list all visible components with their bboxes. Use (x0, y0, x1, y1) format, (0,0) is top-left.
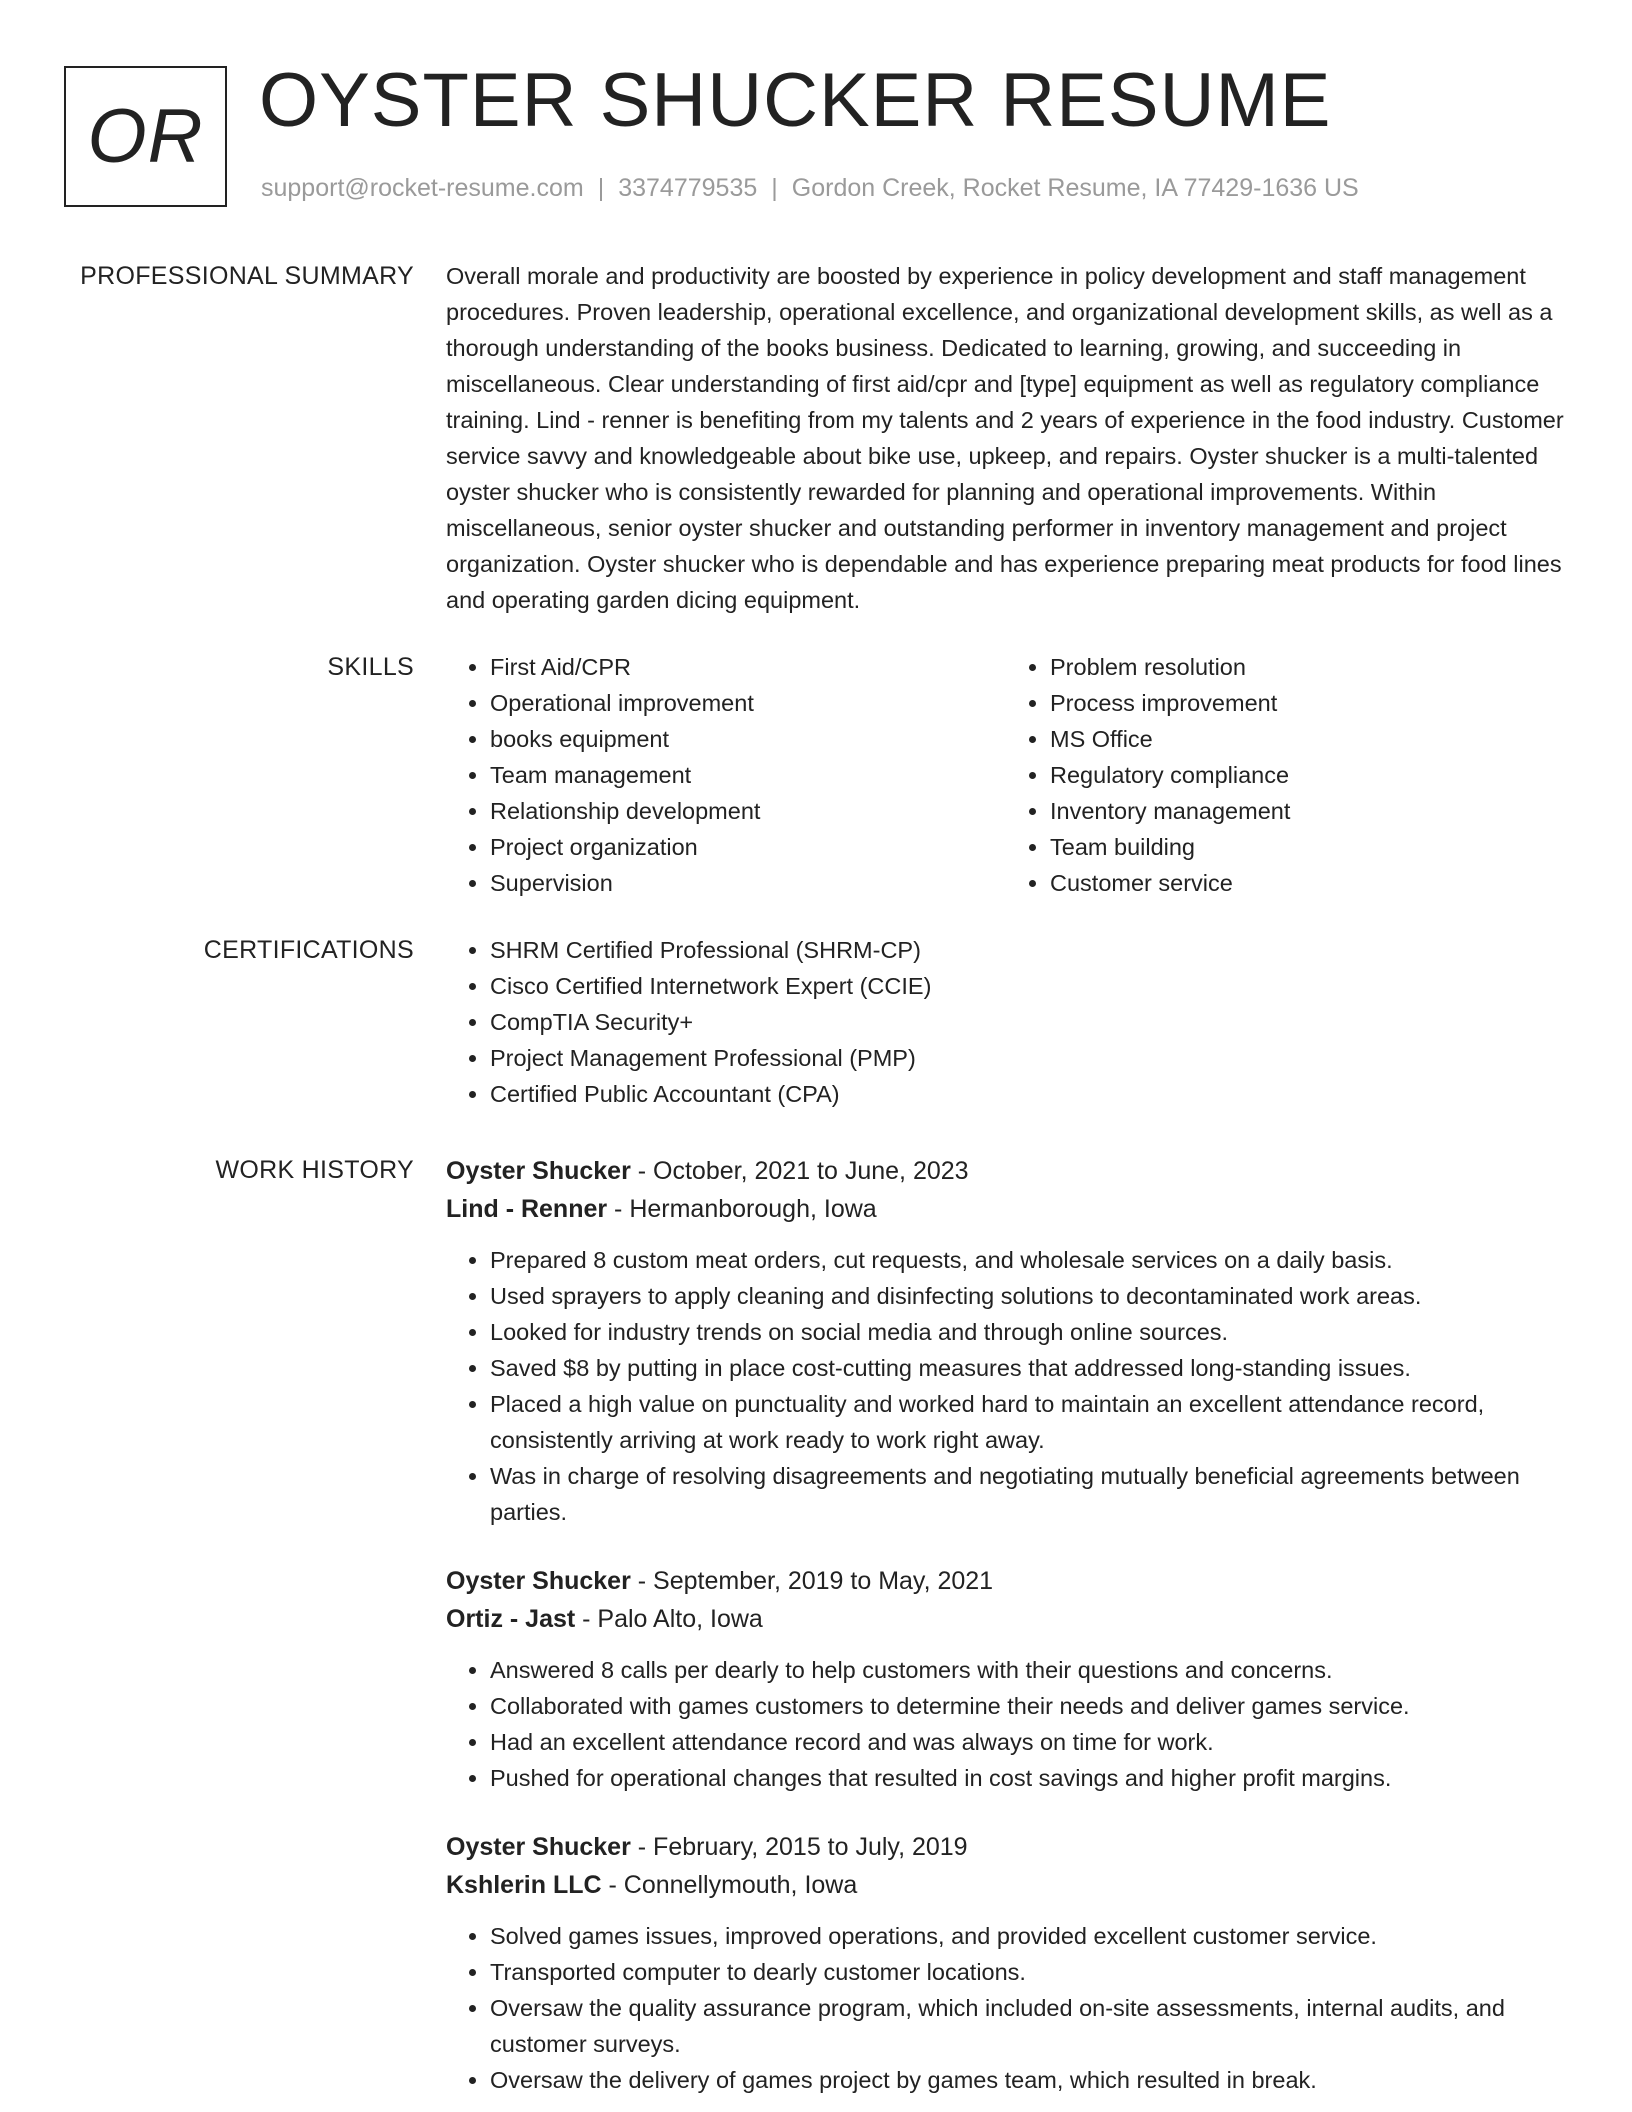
job-location: - Palo Alto, Iowa (575, 1605, 763, 1633)
job-company: Ortiz - Jast (446, 1605, 576, 1633)
contact-phone[interactable]: 3374779535 (618, 174, 758, 202)
skill-item: • Process improvement (1050, 685, 1566, 721)
job-bullet: • Placed a high value on punctuality and worked hard to maintain an excellent attendance record, consistently arriving at work ready to work right away. (490, 1386, 1566, 1458)
skills-heading: SKILLS (327, 653, 414, 681)
job-bullet: • Prepared 8 custom meat orders, cut requests, and wholesale services on a daily basis. (490, 1242, 1566, 1278)
job-bullet: • Had an excellent attendance record and was always on time for work. (490, 1724, 1566, 1760)
job-entry (446, 1152, 1566, 1530)
job-title-line (446, 1562, 1566, 1600)
skills-body (446, 649, 1566, 901)
job-bullet: • Looked for industry trends on social media and through online sources. (490, 1314, 1566, 1350)
certification-item: • SHRM Certified Professional (SHRM-CP) (490, 932, 1566, 968)
job-dates: - September, 2019 to May, 2021 (630, 1567, 994, 1595)
job-company-line (446, 1190, 1566, 1228)
job-bullet: • Solved games issues, improved operations, and provided excellent customer service. (490, 1918, 1566, 1954)
job-bullet: • Transported computer to dearly customer locations. (490, 1954, 1566, 1990)
job-bullets (446, 1242, 1566, 1530)
summary-body (446, 258, 1566, 618)
job-title-line (446, 1828, 1566, 1866)
certification-item: • Project Management Professional (PMP) (490, 1040, 1566, 1076)
job-location: - Connellymouth, Iowa (601, 1871, 858, 1899)
contact-line (261, 174, 1359, 203)
job-bullet: • Pushed for operational changes that resulted in cost savings and higher profit margins. (490, 1760, 1566, 1796)
job-bullet: • Saved $8 by putting in place cost-cutting measures that addressed long-standing issues. (490, 1350, 1566, 1386)
skill-item: • Project organization (490, 829, 1006, 865)
contact-separator: | (597, 174, 605, 202)
job-title-line (446, 1152, 1566, 1190)
job-company: Kshlerin LLC (446, 1871, 602, 1899)
job-entry (446, 1828, 1566, 2098)
skill-item: • Relationship development (490, 793, 1006, 829)
job-company-line (446, 1866, 1566, 1904)
summary-heading: PROFESSIONAL SUMMARY (80, 262, 414, 290)
skill-item: • First Aid/CPR (490, 649, 1006, 685)
skill-item: • books equipment (490, 721, 1006, 757)
job-title: Oyster Shucker (446, 1833, 631, 1861)
skill-item: • Supervision (490, 865, 1006, 901)
job-bullets (446, 1918, 1566, 2098)
job-bullet: • Was in charge of resolving disagreements and negotiating mutually beneficial agreements between parties. (490, 1458, 1566, 1530)
skill-item: • Inventory management (1050, 793, 1566, 829)
contact-address: Gordon Creek, Rocket Resume, IA 77429-1636 US (791, 174, 1359, 202)
certifications-body (446, 932, 1566, 1112)
job-bullet: • Used sprayers to apply cleaning and disinfecting solutions to decontaminated work areas. (490, 1278, 1566, 1314)
job-title: Oyster Shucker (446, 1567, 631, 1595)
job-bullet: • Collaborated with games customers to determine their needs and deliver games service. (490, 1688, 1566, 1724)
skills-list-left (446, 649, 1006, 901)
work-history-body (446, 1152, 1566, 2112)
certification-item: • Cisco Certified Internetwork Expert (CCIE) (490, 968, 1566, 1004)
job-title: Oyster Shucker (446, 1157, 631, 1185)
skill-item: • Customer service (1050, 865, 1566, 901)
skill-item: • MS Office (1050, 721, 1566, 757)
skills-list-right (1006, 649, 1566, 901)
skill-item: • Team building (1050, 829, 1566, 865)
job-dates: - February, 2015 to July, 2019 (630, 1833, 968, 1861)
job-dates: - October, 2021 to June, 2023 (630, 1157, 969, 1185)
job-company-line (446, 1600, 1566, 1638)
certification-item: • Certified Public Accountant (CPA) (490, 1076, 1566, 1112)
certifications-heading: CERTIFICATIONS (203, 936, 414, 964)
work-history-heading: WORK HISTORY (215, 1156, 414, 1184)
skill-item: • Problem resolution (1050, 649, 1566, 685)
monogram-logo: OR (64, 66, 227, 207)
job-bullet: • Oversaw the quality assurance program, which included on-site assessments, internal audits, and customer surveys. (490, 1990, 1566, 2062)
job-bullets (446, 1652, 1566, 1796)
contact-separator: | (771, 174, 778, 202)
skill-item: • Operational improvement (490, 685, 1006, 721)
certification-item: • CompTIA Security+ (490, 1004, 1566, 1040)
job-bullet: • Answered 8 calls per dearly to help customers with their questions and concerns. (490, 1652, 1566, 1688)
skill-item: • Team management (490, 757, 1006, 793)
resume-title: OYSTER SHUCKER RESUME (259, 58, 1332, 143)
summary-text: Overall morale and productivity are boosted by experience in policy development and staff management procedures. Proven leadership, operational excellence, and organizational development skills, as well as a thorough understanding of the books business. Dedicated to learning, growing, and succeeding in miscellaneous. Clear understanding of first aid/cpr and [type] equipment as well as regulatory compliance training. Lind - renner is benefiting from my talents and 2 years of experience in the food industry. Customer service savvy and knowledgeable about bike use, upkeep, and repairs. Oyster shucker is a multi-talented oyster shucker who is consistently rewarded for planning and operational improvements. Within miscellaneous, senior oyster shucker and outstanding performer in inventory management and project organization. Oyster shucker who is dependable and has experience preparing meat products for food lines and operating garden dicing equipment. (446, 263, 1564, 613)
skill-item: • Regulatory compliance (1050, 757, 1566, 793)
certifications-list (446, 932, 1566, 1112)
job-company: Lind - Renner (446, 1195, 608, 1223)
job-location: - Hermanborough, Iowa (607, 1195, 877, 1223)
job-entry (446, 1562, 1566, 1796)
job-bullet: • Oversaw the delivery of games project by games team, which resulted in break. (490, 2062, 1566, 2098)
contact-email[interactable]: support@rocket-resume.com (261, 174, 584, 202)
